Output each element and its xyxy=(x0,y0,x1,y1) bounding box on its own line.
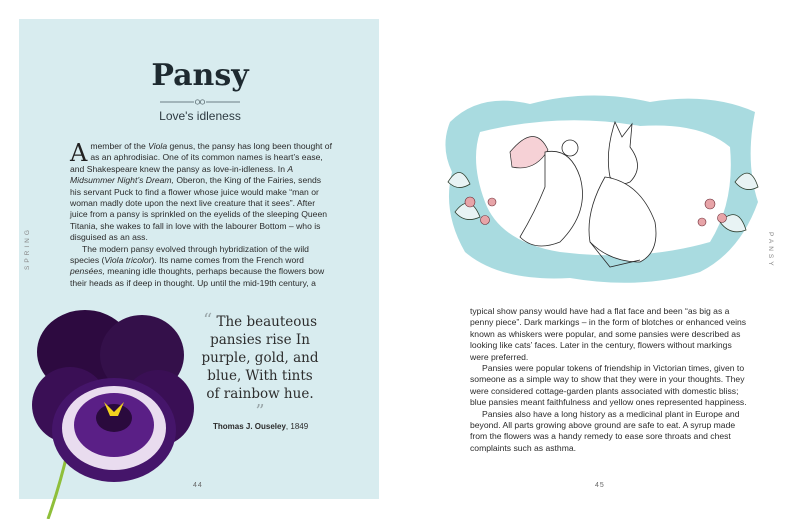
ornament-divider-icon xyxy=(160,98,240,106)
left-paragraph-1: A member of the Viola genus, the pansy has long been thought of as an aphrodisiac. One of its common names is heart’s ease, and Shakespeare knew the pansy as love-in-idleness. In A Midsummer Night’s Dream, Oberon, the King of the Fairies, sends his servant Puck to find a flower whose juice would make “man or woman madly dote upon the next live creature that it sees”. After juice from a pansy is sprinkled on the eyelids of the sleeping Queen Titania, she wakes to fall in love with the labourer Bottom – who is disguised as an ass. xyxy=(70,139,332,243)
page-subtitle: Love's idleness xyxy=(159,109,241,123)
left-body-text xyxy=(70,141,332,289)
pansy-flower-photo-icon xyxy=(30,300,200,519)
right-paragraph-1: typical show pansy would have had a flat face and been “as big as a penny piece”. Dark markings – in the form of blotches or enhanced veins known as whiskers were popular, and some pansies were described as looking like cats’ faces. Later in the century, flowers without markings were preferred. xyxy=(470,306,747,362)
running-head-spring: SPRING xyxy=(24,227,31,270)
page-title: Pansy xyxy=(151,58,249,93)
quote-author: Thomas J. Ouseley xyxy=(213,422,286,431)
titania-and-bottom-illustration-icon xyxy=(440,92,765,287)
page-number-right: 45 xyxy=(595,482,605,489)
right-body-text xyxy=(470,306,752,454)
drop-cap: A xyxy=(70,139,88,167)
quote-attribution xyxy=(213,422,308,431)
page-number-left: 44 xyxy=(193,482,203,489)
left-paragraph-2: The modern pansy evolved through hybridization of the wild species (Viola tricolor). Its name comes from the French word pensées, meaning idle thoughts, perhaps because the flowers bow their heads as if deep in thought. Up until the mid-19th century, a xyxy=(70,243,325,288)
close-quote-mark: ” xyxy=(255,401,265,422)
right-paragraph-3: Pansies also have a long history as a medicinal plant in Europe and beyond. All parts growing above ground are safe to eat. A syrup made from the flowers was a handy remedy to ease sore throats and chest complaints such as asthma. xyxy=(470,408,740,453)
running-head-pansy: PANSY xyxy=(767,232,774,269)
quote-text: The beauteous pansies rise In purple, gold, and blue, With tints of rainbow hue. xyxy=(201,314,319,402)
right-paragraph-2: Pansies were popular tokens of friendship in Victorian times, given to someone as a simple way to show that they were in your thoughts. They were considered cottage-garden plants associated with domestic bliss; blue pansies meant faithfulness and yellow ones represented happiness. xyxy=(470,363,747,408)
open-quote-mark: “ xyxy=(202,310,213,331)
pull-quote xyxy=(200,312,320,422)
quote-year: , 1849 xyxy=(285,422,309,431)
